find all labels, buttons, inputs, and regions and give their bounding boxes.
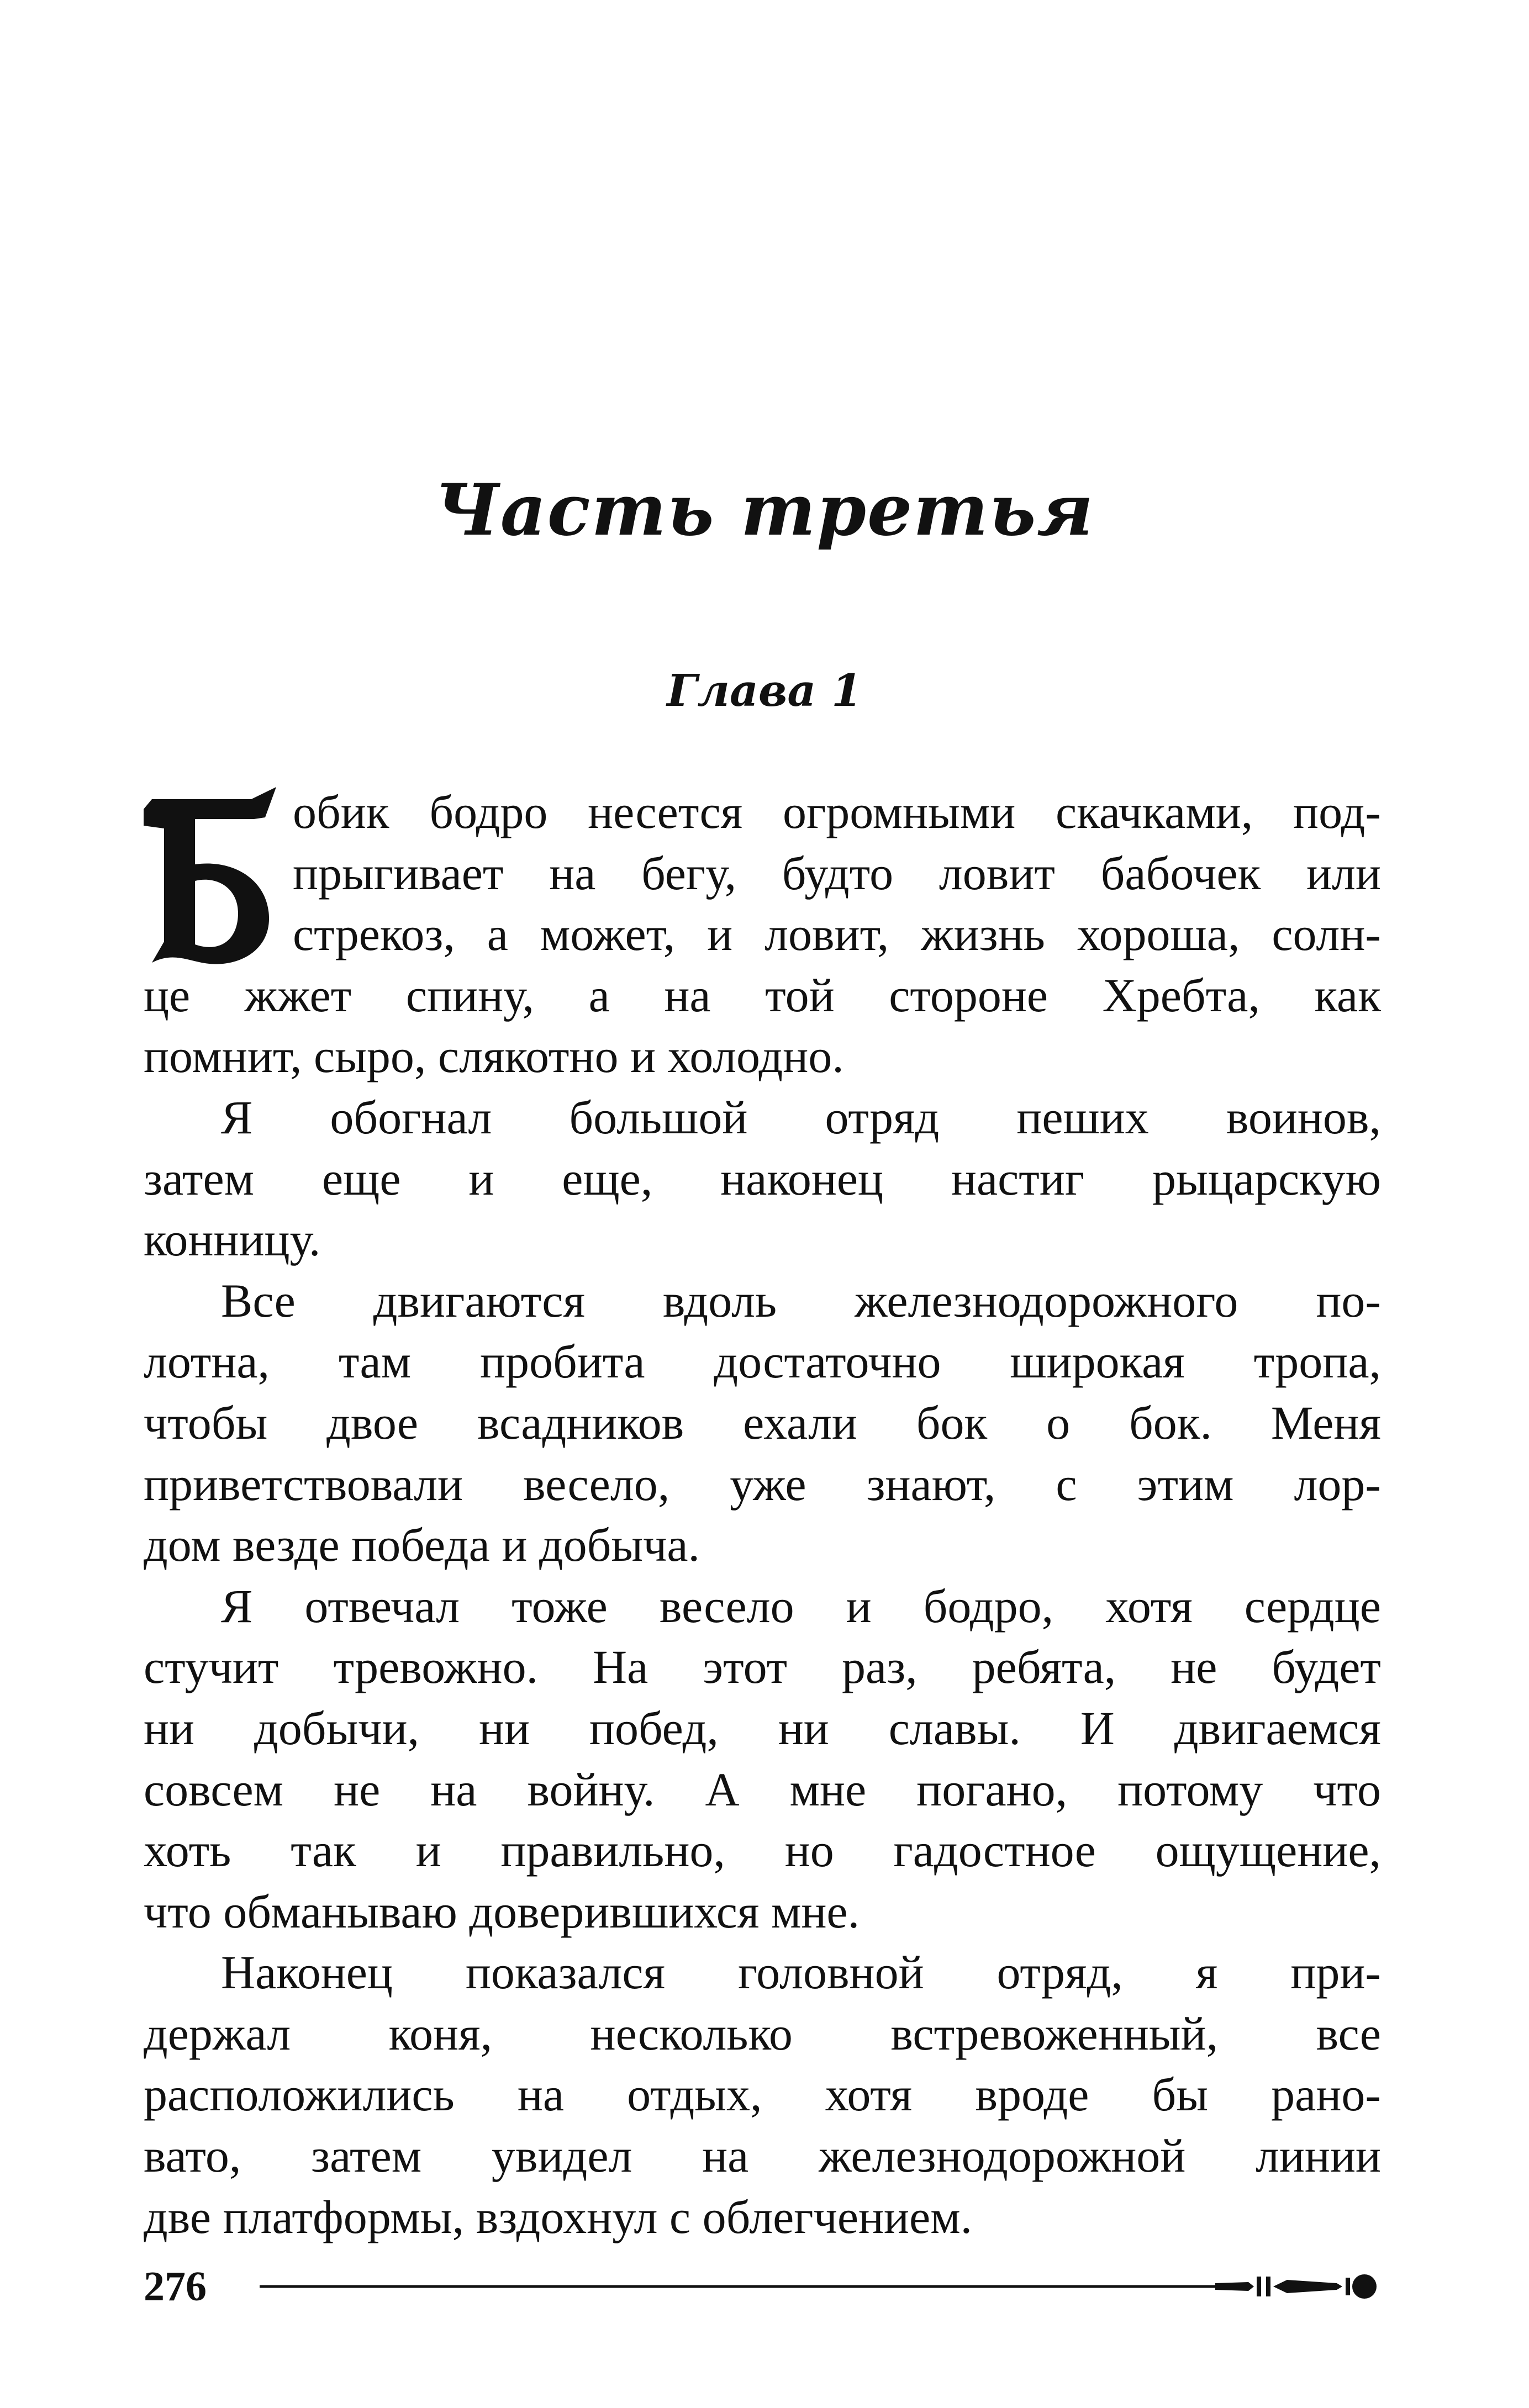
- text-line: Я отвечал тоже весело и бодро, хотя сердце: [221, 1579, 1381, 1633]
- text-line: держал коня, несколько встревоженный, все: [144, 2006, 1381, 2060]
- text-line: ни добычи, ни побед, ни славы. И двигаемся: [144, 1701, 1381, 1755]
- chapter-text: [144, 781, 1381, 2247]
- text-line: лотна, там пробита достаточно широкая тропа,: [144, 1335, 1381, 1388]
- text-line: вато, затем увидел на железнодорожной линии: [144, 2129, 1381, 2183]
- text-line: конницу.: [144, 1213, 321, 1266]
- text-line: дом везде победа и добыча.: [144, 1518, 700, 1572]
- text-line: стрекоз, а может, и ловит, жизнь хороша, солн-: [293, 907, 1381, 961]
- text-line: Все двигаются вдоль железнодорожного по-: [221, 1274, 1381, 1327]
- decorative-rule-ornament-icon: [260, 2270, 1381, 2303]
- text-line: помнит, сыро, слякотно и холодно.: [144, 1029, 844, 1083]
- text-line: затем еще и еще, наконец настиг рыцарскую: [144, 1152, 1381, 1205]
- page-number: 276: [144, 2263, 207, 2310]
- text-line: что обманываю доверившихся мне.: [144, 1884, 860, 1938]
- text-line: две платформы, вздохнул с облегчением.: [144, 2190, 973, 2243]
- text-line: Наконец показался головной отряд, я при-: [221, 1946, 1381, 1999]
- text-line: Я обогнал большой отряд пеших воинов,: [221, 1090, 1381, 1144]
- page-footer: [144, 2259, 1381, 2314]
- text-line: прыгивает на бегу, будто ловит бабочек или: [293, 846, 1381, 900]
- text-line: совсем не на войну. А мне погано, потому что: [144, 1762, 1381, 1816]
- text-line: це жжет спину, а на той стороне Хребта, как: [144, 968, 1381, 1022]
- text-line: обик бодро несется огромными скачками, под-: [293, 785, 1381, 838]
- text-line: хоть так и правильно, но гадостное ощущение,: [144, 1824, 1381, 1877]
- text-line: чтобы двое всадников ехали бок о бок. Меня: [144, 1396, 1381, 1449]
- text-line: приветствовали весело, уже знают, с этим лор-: [144, 1457, 1381, 1511]
- chapter-title: Глава 1: [667, 664, 862, 716]
- part-title: Часть третья: [434, 469, 1095, 552]
- text-line: стучит тревожно. На этот раз, ребята, не будет: [144, 1640, 1381, 1694]
- text-line: расположились на отдых, хотя вроде бы рано-: [144, 2068, 1381, 2121]
